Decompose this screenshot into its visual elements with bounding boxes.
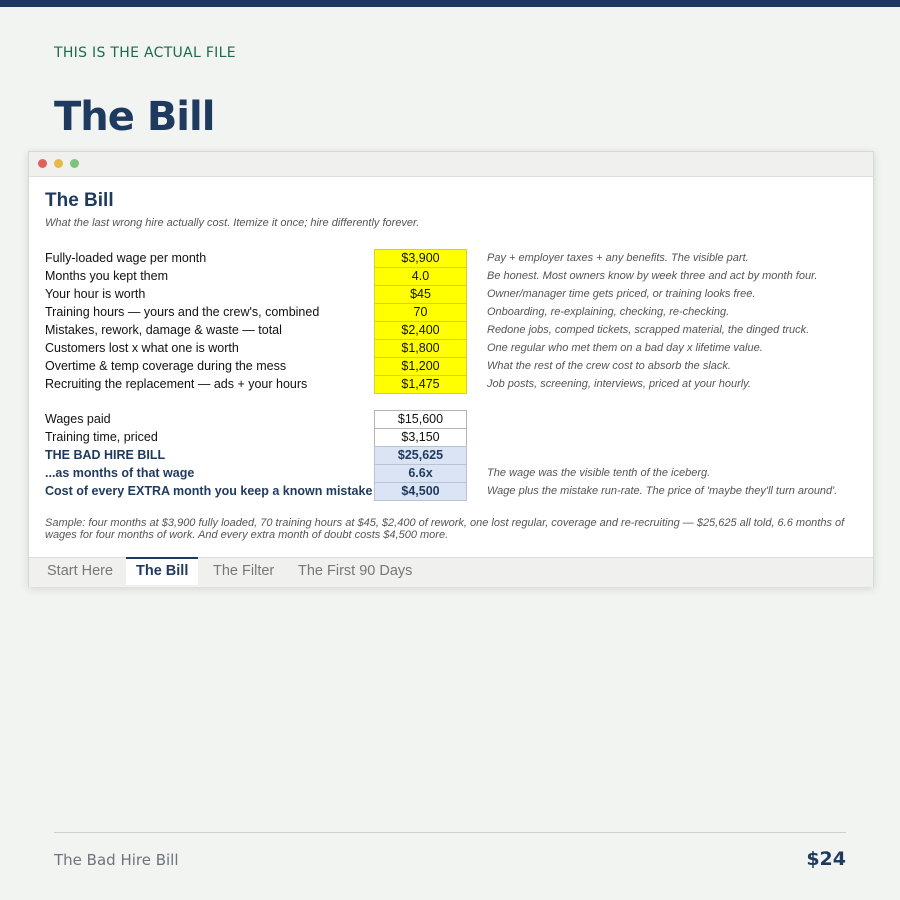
input-cell-mistakes[interactable]: $2,400: [374, 321, 467, 340]
input-cell-months[interactable]: 4.0: [374, 267, 467, 286]
output-cell-wages-paid[interactable]: $15,600: [374, 410, 467, 429]
row-note: One regular who met them on a bad day x lifetime value.: [487, 342, 763, 354]
footer-price: $24: [806, 848, 846, 870]
row-label: Wages paid: [45, 412, 111, 426]
output-cell-training-priced[interactable]: $3,150: [374, 428, 467, 447]
input-row-mistakes: [29, 321, 873, 339]
row-label: Months you kept them: [45, 269, 168, 283]
output-cell-extra-month[interactable]: $4,500: [374, 482, 467, 501]
output-row-extra-month: [29, 482, 873, 500]
input-row-hourly: [29, 285, 873, 303]
row-note: Be honest. Most owners know by week three and act by month four.: [487, 270, 818, 282]
row-label: THE BAD HIRE BILL: [45, 448, 166, 462]
output-row-bad-hire-bill: [29, 446, 873, 464]
tab-the-bill[interactable]: The Bill: [126, 557, 198, 585]
tab-start-here[interactable]: Start Here: [47, 563, 114, 579]
row-label: Overtime & temp coverage during the mess: [45, 359, 287, 373]
minimize-window-icon[interactable]: [54, 159, 63, 168]
tab-the-first-90-days[interactable]: The First 90 Days: [298, 563, 413, 579]
input-row-customers: [29, 339, 873, 357]
page-title: The Bill: [54, 94, 215, 140]
spreadsheet-window: [28, 151, 874, 587]
input-cell-training[interactable]: 70: [374, 303, 467, 322]
eyebrow-label: THIS IS THE ACTUAL FILE: [54, 45, 236, 61]
row-label: Mistakes, rework, damage & waste — total: [45, 323, 282, 337]
input-cell-overtime[interactable]: $1,200: [374, 357, 467, 376]
input-row-recruiting: [29, 375, 873, 393]
row-note: Job posts, screening, interviews, priced at your hourly.: [487, 378, 751, 390]
input-row-wage: [29, 249, 873, 267]
row-label: Fully-loaded wage per month: [45, 251, 207, 265]
sheet-title: The Bill: [45, 190, 114, 211]
input-cell-hourly[interactable]: $45: [374, 285, 467, 304]
output-cell-bad-hire-bill[interactable]: $25,625: [374, 446, 467, 465]
input-cell-customers[interactable]: $1,800: [374, 339, 467, 358]
row-label: Your hour is worth: [45, 287, 146, 301]
row-note: Owner/manager time gets priced, or training looks free.: [487, 288, 756, 300]
row-label: Cost of every EXTRA month you keep a known mistake: [45, 484, 373, 498]
row-label: Training hours — yours and the crew's, combined: [45, 305, 320, 319]
input-row-training: [29, 303, 873, 321]
output-row-training-priced: [29, 428, 873, 446]
row-note: What the rest of the crew cost to absorb the slack.: [487, 360, 731, 372]
footer-product-name: The Bad Hire Bill: [54, 851, 179, 869]
output-cell-months-of-wage[interactable]: 6.6x: [374, 464, 467, 483]
row-note: Onboarding, re-explaining, checking, re-checking.: [487, 306, 730, 318]
row-note: Pay + employer taxes + any benefits. The visible part.: [487, 252, 749, 264]
sheet-tab-bar: [29, 557, 873, 587]
row-note: Wage plus the mistake run-rate. The price of 'maybe they'll turn around'.: [487, 485, 838, 497]
row-label: Recruiting the replacement — ads + your hours: [45, 377, 308, 391]
close-window-icon[interactable]: [38, 159, 47, 168]
sheet-area: [29, 177, 873, 557]
output-row-wages-paid: [29, 410, 873, 428]
row-label: Training time, priced: [45, 430, 158, 444]
row-note: Redone jobs, comped tickets, scrapped material, the dinged truck.: [487, 324, 810, 336]
tab-the-filter[interactable]: The Filter: [213, 563, 275, 579]
row-label: Customers lost x what one is worth: [45, 341, 239, 355]
sample-note: Sample: four months at $3,900 fully loaded, 70 training hours at $45, $2,400 of rework, one lost regular, coverage and re-recruiting — $25,625 all told, 6.6 months of wages for four months of work. And every extra month of doubt costs $4,500 more.: [45, 517, 845, 541]
input-cell-recruiting[interactable]: $1,475: [374, 375, 467, 394]
sheet-subtitle: What the last wrong hire actually cost. Itemize it once; hire differently forever.: [45, 217, 420, 229]
input-cell-wage[interactable]: $3,900: [374, 249, 467, 268]
top-accent-bar: [0, 0, 900, 7]
input-row-months: [29, 267, 873, 285]
footer-divider: [54, 832, 846, 833]
input-row-overtime: [29, 357, 873, 375]
row-note: The wage was the visible tenth of the iceberg.: [487, 467, 711, 479]
output-row-months-of-wage: [29, 464, 873, 482]
window-titlebar: [29, 152, 873, 177]
maximize-window-icon[interactable]: [70, 159, 79, 168]
row-label: ...as months of that wage: [45, 466, 195, 480]
